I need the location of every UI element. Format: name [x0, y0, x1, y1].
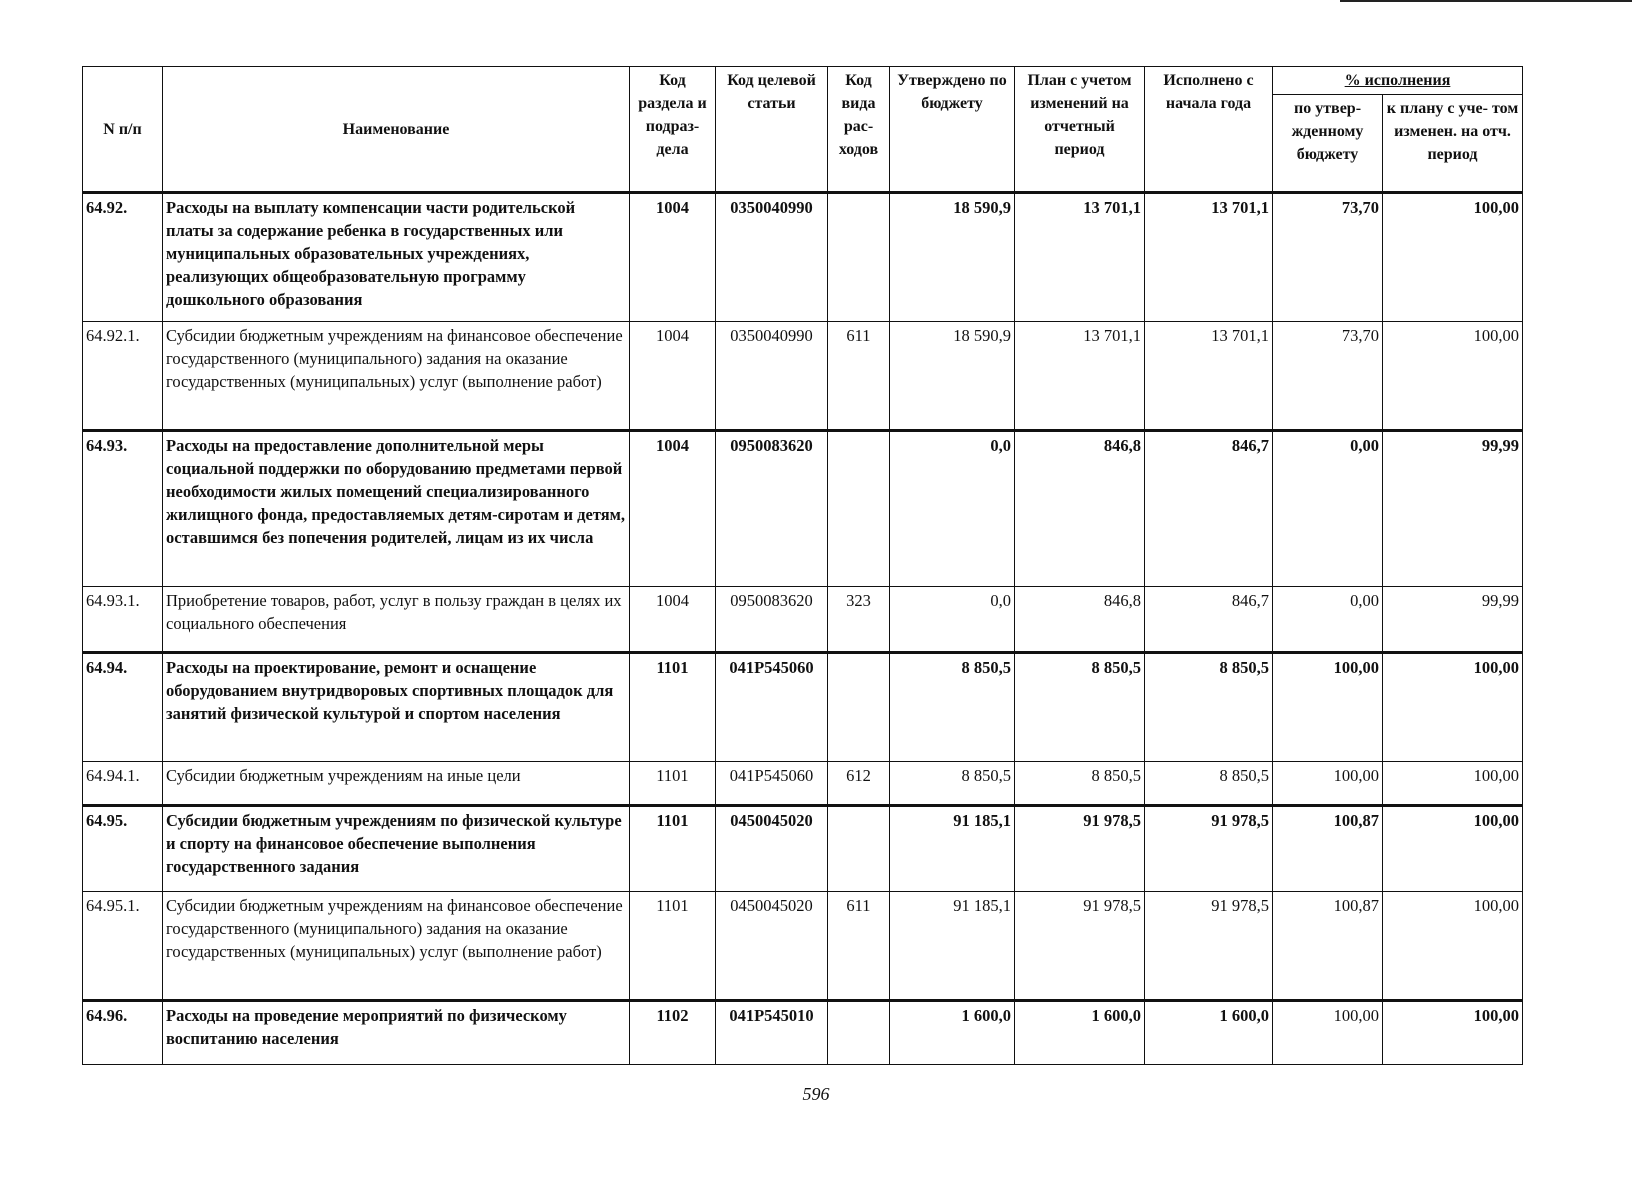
col-header-pct-plan: к плану с уче- том изменен. на отч. период — [1383, 95, 1523, 193]
cell-num: 64.94.1. — [83, 762, 163, 806]
cell-name: Расходы на предоставление дополнительной меры социальной поддержки по оборудованию предметами первой необходимости жилых помещений специализированного жилищного фонда, предоставляемых детям-сиротам и детям, оставшимся без попечения родителей, лицам из их числа — [163, 431, 630, 587]
cell-isp: 8 850,5 — [1145, 653, 1273, 762]
cell-celevaya: 0350040990 — [716, 322, 828, 431]
cell-utv: 91 185,1 — [890, 806, 1015, 892]
cell-utv: 18 590,9 — [890, 322, 1015, 431]
cell-razdel: 1101 — [630, 806, 716, 892]
cell-razdel: 1004 — [630, 431, 716, 587]
cell-pct-plan: 99,99 — [1383, 431, 1523, 587]
cell-pct-budget: 100,00 — [1273, 653, 1383, 762]
cell-name: Расходы на проведение мероприятий по физическому воспитанию населения — [163, 1001, 630, 1065]
cell-num: 64.93. — [83, 431, 163, 587]
cell-celevaya: 0450045020 — [716, 892, 828, 1001]
cell-num: 64.95.1. — [83, 892, 163, 1001]
col-header-pct-label: % исполнения — [1344, 72, 1451, 89]
cell-celevaya: 0350040990 — [716, 193, 828, 322]
cell-pct-plan: 100,00 — [1383, 762, 1523, 806]
table-row — [83, 587, 1523, 653]
cell-celevaya: 041P545060 — [716, 762, 828, 806]
cell-plan: 13 701,1 — [1015, 322, 1145, 431]
cell-razdel: 1004 — [630, 587, 716, 653]
cell-plan: 8 850,5 — [1015, 653, 1145, 762]
cell-plan: 91 978,5 — [1015, 806, 1145, 892]
cell-name: Расходы на проектирование, ремонт и оснащение оборудованием внутридворовых спортивных площадок для занятий физической культурой и спортом населения — [163, 653, 630, 762]
col-header-razdel: Код раздела и подраз- дела — [630, 67, 716, 193]
cell-pct-budget: 0,00 — [1273, 587, 1383, 653]
col-header-num: N п/п — [83, 67, 163, 193]
cell-utv: 91 185,1 — [890, 892, 1015, 1001]
cell-celevaya: 0950083620 — [716, 431, 828, 587]
cell-isp: 91 978,5 — [1145, 806, 1273, 892]
cell-isp: 91 978,5 — [1145, 892, 1273, 1001]
cell-name: Субсидии бюджетным учреждениям по физической культуре и спорту на финансовое обеспечение выполнения государственного задания — [163, 806, 630, 892]
cell-num: 64.94. — [83, 653, 163, 762]
cell-isp: 846,7 — [1145, 587, 1273, 653]
cell-pct-plan: 100,00 — [1383, 322, 1523, 431]
cell-num: 64.93.1. — [83, 587, 163, 653]
cell-celevaya: 0950083620 — [716, 587, 828, 653]
cell-vid: 323 — [828, 587, 890, 653]
col-header-plan: План с учетом изменений на отчетный период — [1015, 67, 1145, 193]
scan-edge-line — [1340, 0, 1632, 2]
cell-razdel: 1004 — [630, 322, 716, 431]
cell-pct-budget: 73,70 — [1273, 322, 1383, 431]
cell-pct-plan: 100,00 — [1383, 892, 1523, 1001]
cell-name: Субсидии бюджетным учреждениям на иные цели — [163, 762, 630, 806]
cell-razdel: 1101 — [630, 653, 716, 762]
cell-pct-plan: 100,00 — [1383, 653, 1523, 762]
col-header-pct — [1273, 67, 1523, 95]
cell-vid — [828, 806, 890, 892]
table-row — [83, 322, 1523, 431]
cell-pct-plan: 100,00 — [1383, 1001, 1523, 1065]
cell-name: Субсидии бюджетным учреждениям на финансовое обеспечение государственного (муниципального) задания на оказание государственных (муниципальных) услуг (выполнение работ) — [163, 322, 630, 431]
budget-execution-table — [82, 66, 1523, 1065]
table-row — [83, 653, 1523, 762]
cell-utv: 8 850,5 — [890, 762, 1015, 806]
cell-name: Приобретение товаров, работ, услуг в пользу граждан в целях их социального обеспечения — [163, 587, 630, 653]
cell-pct-budget: 100,00 — [1273, 762, 1383, 806]
cell-plan: 13 701,1 — [1015, 193, 1145, 322]
cell-pct-budget: 0,00 — [1273, 431, 1383, 587]
col-header-pct-budget: по утвер- жденному бюджету — [1273, 95, 1383, 193]
cell-utv: 8 850,5 — [890, 653, 1015, 762]
cell-pct-plan: 99,99 — [1383, 587, 1523, 653]
col-header-name: Наименование — [163, 67, 630, 193]
cell-name: Субсидии бюджетным учреждениям на финансовое обеспечение государственного (муниципального) задания на оказание государственных (муниципальных) услуг (выполнение работ) — [163, 892, 630, 1001]
table-row — [83, 431, 1523, 587]
cell-isp: 8 850,5 — [1145, 762, 1273, 806]
col-header-celevaya: Код целевой статьи — [716, 67, 828, 193]
cell-razdel: 1102 — [630, 1001, 716, 1065]
cell-vid: 611 — [828, 322, 890, 431]
cell-utv: 18 590,9 — [890, 193, 1015, 322]
cell-razdel: 1101 — [630, 762, 716, 806]
table-row — [83, 892, 1523, 1001]
cell-pct-budget: 100,87 — [1273, 892, 1383, 1001]
page-number: 596 — [802, 1084, 830, 1104]
cell-plan: 91 978,5 — [1015, 892, 1145, 1001]
col-header-utv: Утверждено по бюджету — [890, 67, 1015, 193]
cell-vid — [828, 1001, 890, 1065]
cell-plan: 846,8 — [1015, 587, 1145, 653]
cell-num: 64.96. — [83, 1001, 163, 1065]
cell-plan: 846,8 — [1015, 431, 1145, 587]
cell-vid: 611 — [828, 892, 890, 1001]
cell-pct-plan: 100,00 — [1383, 806, 1523, 892]
cell-pct-plan: 100,00 — [1383, 193, 1523, 322]
cell-vid — [828, 431, 890, 587]
cell-celevaya: 0450045020 — [716, 806, 828, 892]
cell-name: Расходы на выплату компенсации части родительской платы за содержание ребенка в государственных или муниципальных образовательных учреждениях, реализующих общеобразовательную программу дошкольного образования — [163, 193, 630, 322]
table-row — [83, 1001, 1523, 1065]
cell-celevaya: 041P545010 — [716, 1001, 828, 1065]
cell-vid — [828, 193, 890, 322]
cell-razdel: 1004 — [630, 193, 716, 322]
cell-num: 64.92. — [83, 193, 163, 322]
table-row — [83, 762, 1523, 806]
cell-plan: 1 600,0 — [1015, 1001, 1145, 1065]
table-row — [83, 806, 1523, 892]
cell-celevaya: 041P545060 — [716, 653, 828, 762]
col-header-vid: Код вида рас- ходов — [828, 67, 890, 193]
cell-isp: 1 600,0 — [1145, 1001, 1273, 1065]
cell-utv: 0,0 — [890, 587, 1015, 653]
cell-pct-budget: 73,70 — [1273, 193, 1383, 322]
cell-num: 64.95. — [83, 806, 163, 892]
table-row — [83, 193, 1523, 322]
cell-vid: 612 — [828, 762, 890, 806]
cell-pct-budget: 100,87 — [1273, 806, 1383, 892]
cell-razdel: 1101 — [630, 892, 716, 1001]
cell-num: 64.92.1. — [83, 322, 163, 431]
cell-utv: 0,0 — [890, 431, 1015, 587]
cell-plan: 8 850,5 — [1015, 762, 1145, 806]
cell-isp: 13 701,1 — [1145, 322, 1273, 431]
cell-utv: 1 600,0 — [890, 1001, 1015, 1065]
col-header-isp: Исполнено с начала года — [1145, 67, 1273, 193]
cell-vid — [828, 653, 890, 762]
cell-isp: 846,7 — [1145, 431, 1273, 587]
cell-isp: 13 701,1 — [1145, 193, 1273, 322]
cell-pct-budget: 100,00 — [1273, 1001, 1383, 1065]
